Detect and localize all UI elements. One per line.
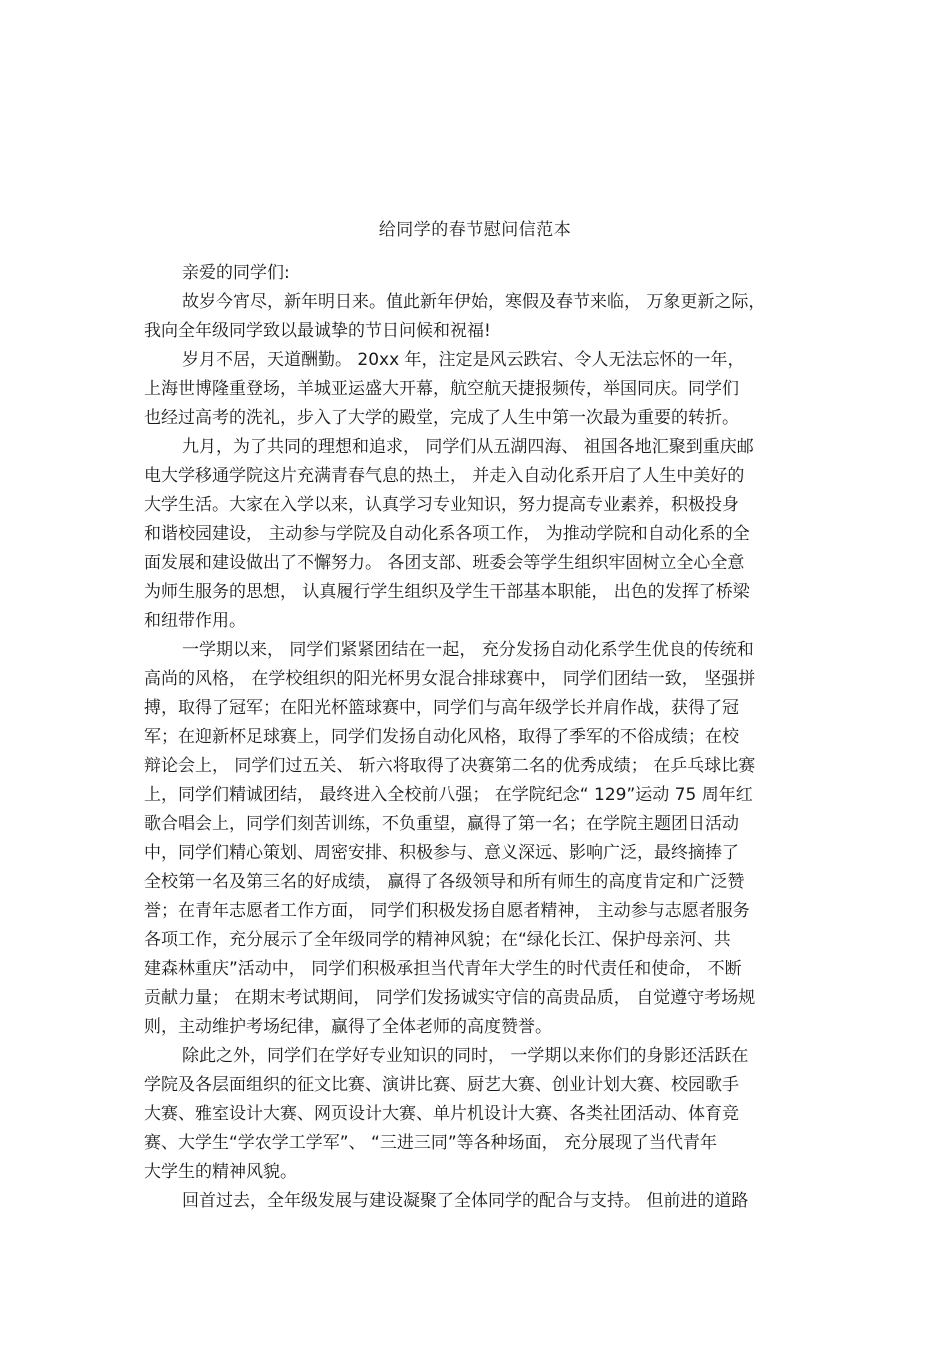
text-line: 和纽带作用。 — [144, 611, 246, 631]
text-line: 高尚的风格， 在学校组织的阳光杯男女混合排球赛中， 同学们团结一致， 坚强拼 — [144, 669, 756, 689]
text-line: 贡献力量； 在期末考试期间， 同学们发扬诚实守信的高贵品质， 自觉遵守考场规 — [144, 988, 756, 1008]
text-line: 除此之外，同学们在学好专业知识的同时， 一学期以来你们的身影还活跃在 — [182, 1046, 749, 1066]
text-line: 亲爱的同学们: — [182, 263, 290, 283]
text-line: 和谐校园建设， 主动参与学院及自动化系各项工作， 为推动学院和自动化系的全 — [144, 524, 750, 544]
letter-body — [144, 259, 806, 1216]
text-line: 大学生的精神风貌。 — [144, 1162, 297, 1182]
text-line: 搏，取得了冠军；在阳光杯篮球赛中，同学们与高年级学长并肩作战，获得了冠 — [144, 698, 739, 718]
text-line: 回首过去，全年级发展与建设凝聚了全体同学的配合与支持。 但前进的道路 — [182, 1191, 749, 1211]
text-line: 电大学移通学院这片充满青春气息的热土， 并走入自动化系开启了人生中美好的 — [144, 466, 745, 486]
text-line: 赛、大学生“学农学工学军”、 “三进三同”等各种场面， 充分展现了当代青年 — [144, 1133, 718, 1153]
text-line: 一学期以来， 同学们紧紧团结在一起， 充分发扬自动化系学生优良的传统和 — [182, 640, 754, 660]
text-line: 大赛、雅室设计大赛、网页设计大赛、单片机设计大赛、各类社团活动、体育竞 — [144, 1104, 739, 1124]
text-line: 面发展和建设做出了不懈努力。 各团支部、班委会等学生组织牢固树立全心全意 — [144, 553, 745, 573]
text-line: 誉；在青年志愿者工作方面， 同学们积极发扬自愿者精神， 主动参与志愿者服务 — [144, 901, 750, 921]
text-line: 各项工作，充分展示了全年级同学的精神风貌；在“绿化长江、保护母亲河、共 — [144, 930, 731, 950]
text-line: 岁月不居，天道酬勤。 20xx 年，注定是风云跌宕、令人无法忘怀的一年， — [182, 350, 745, 370]
text-line: 中，同学们精心策划、周密安排、积极参与、意义深远、影响广泛，最终摘捧了 — [144, 843, 739, 863]
text-line: 歌合唱会上，同学们刻苦训练，不负重望，赢得了第一名；在学院主题团日活动 — [144, 814, 739, 834]
text-line: 上，同学们精诚团结， 最终进入全校前八强； 在学院纪念“ 129”运动 75 周年红 — [144, 785, 753, 805]
text-line: 大学生活。大家在入学以来，认真学习专业知识，努力提高专业素养，积极投身 — [144, 495, 739, 515]
text-line: 为师生服务的思想， 认真履行学生组织及学生干部基本职能， 出色的发挥了桥梁 — [144, 582, 750, 602]
text-line: 则，主动维护考场纪律，赢得了全体老师的高度赞誉。 — [144, 1017, 552, 1037]
text-line: 九月，为了共同的理想和追求， 同学们从五湖四海、 祖国各地汇聚到重庆邮 — [182, 437, 754, 457]
text-line: 故岁今宵尽，新年明日来。值此新年伊始，寒假及春节来临， 万象更新之际， — [182, 292, 766, 312]
text-line: 也经过高考的洗礼，步入了大学的殿堂，完成了人生中第一次最为重要的转折。 — [144, 408, 739, 428]
document-title: 给同学的春节慰问信范本 — [378, 220, 572, 240]
text-line: 辩论会上， 同学们过五关、 斩六将取得了决赛第二名的优秀成绩； 在乒乓球比赛 — [144, 756, 756, 776]
text-line: 学院及各层面组织的征文比赛、演讲比赛、厨艺大赛、创业计划大赛、校园歌手 — [144, 1075, 739, 1095]
text-line: 全校第一名及第三名的好成绩， 赢得了各级领导和所有师生的高度肯定和广泛赞 — [144, 872, 745, 892]
text-line: 军；在迎新杯足球赛上，同学们发扬自动化风格，取得了季军的不俗成绩；在校 — [144, 727, 739, 747]
text-line: 建森林重庆”活动中， 同学们积极承担当代青年大学生的时代责任和使命， 不断 — [144, 959, 742, 979]
text-line: 上海世博隆重登场，羊城亚运盛大开幕，航空航天捷报频传，举国同庆。同学们 — [144, 379, 739, 399]
text-line: 我向全年级同学致以最诚挚的节日问候和祝福! — [144, 321, 491, 341]
